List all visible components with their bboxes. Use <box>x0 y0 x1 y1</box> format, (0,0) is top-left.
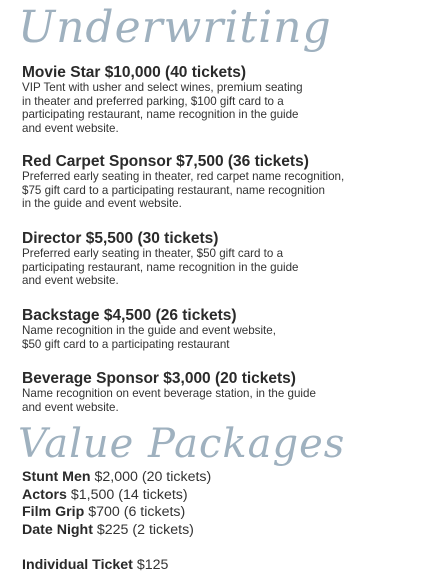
individual-ticket <box>22 557 168 574</box>
package-detail: $700 (6 tickets) <box>88 504 186 520</box>
package-detail: $225 (2 tickets) <box>96 521 194 538</box>
individual-ticket-price: $125 <box>136 557 169 573</box>
package-row <box>22 504 422 522</box>
tier-description <box>22 387 422 414</box>
tier-description <box>22 170 422 211</box>
package-row <box>22 522 422 540</box>
tier-description-line: $50 gift card to a participating restaurant <box>22 337 230 351</box>
tier-description-line: Name recognition in the guide and event website, <box>22 324 276 337</box>
package-row <box>22 469 422 487</box>
package-name: Date Night <box>22 521 93 538</box>
tier-backstage <box>22 307 422 351</box>
tier-description-line: in theater and preferred parking, $100 gift card to a <box>22 94 284 108</box>
tier-description-line: and event website. <box>22 274 119 288</box>
package-name: Actors <box>22 486 67 503</box>
tier-title: Director $5,500 (30 tickets) <box>22 230 219 247</box>
tier-description <box>22 247 422 288</box>
tier-description-line: participating restaurant, name recognition in the guide <box>22 260 299 274</box>
tier-description-line: and event website. <box>22 400 119 414</box>
tier-description <box>22 324 422 351</box>
package-detail: $2,000 (20 tickets) <box>94 469 212 485</box>
tier-description-line: participating restaurant, name recognition in the guide <box>22 108 299 122</box>
tier-director <box>22 230 422 288</box>
tier-title: Beverage Sponsor $3,000 (20 tickets) <box>22 370 296 387</box>
underwriting-heading: Underwriting <box>18 2 332 53</box>
tier-description <box>22 81 422 135</box>
tier-description-line: Name recognition on event beverage station, in the guide <box>22 387 316 400</box>
value-packages-list <box>22 469 422 539</box>
tier-beverage-sponsor <box>22 370 422 414</box>
package-name: Stunt Men <box>22 469 91 485</box>
tier-description-line: Preferred early seating in theater, $50 gift card to a <box>22 247 284 260</box>
individual-ticket-label: Individual Ticket <box>22 557 133 573</box>
tier-title: Red Carpet Sponsor $7,500 (36 tickets) <box>22 153 309 170</box>
tier-description-line: Preferred early seating in theater, red carpet name recognition, <box>22 170 345 183</box>
tier-red-carpet-sponsor <box>22 153 422 211</box>
tier-description-line: $75 gift card to a participating restaurant, name recognition <box>22 183 325 197</box>
tier-description-line: and event website. <box>22 121 119 135</box>
package-name: Film Grip <box>22 504 85 520</box>
tier-movie-star <box>22 64 422 135</box>
tier-description-line: VIP Tent with usher and select wines, premium seating <box>22 81 303 94</box>
tier-title: Backstage $4,500 (26 tickets) <box>22 307 237 324</box>
tier-description-line: in the guide and event website. <box>22 197 182 211</box>
value-packages-heading: Value Packages <box>18 421 346 467</box>
package-row <box>22 487 422 505</box>
tier-title: Movie Star $10,000 (40 tickets) <box>22 64 247 81</box>
package-detail: $1,500 (14 tickets) <box>70 486 188 503</box>
